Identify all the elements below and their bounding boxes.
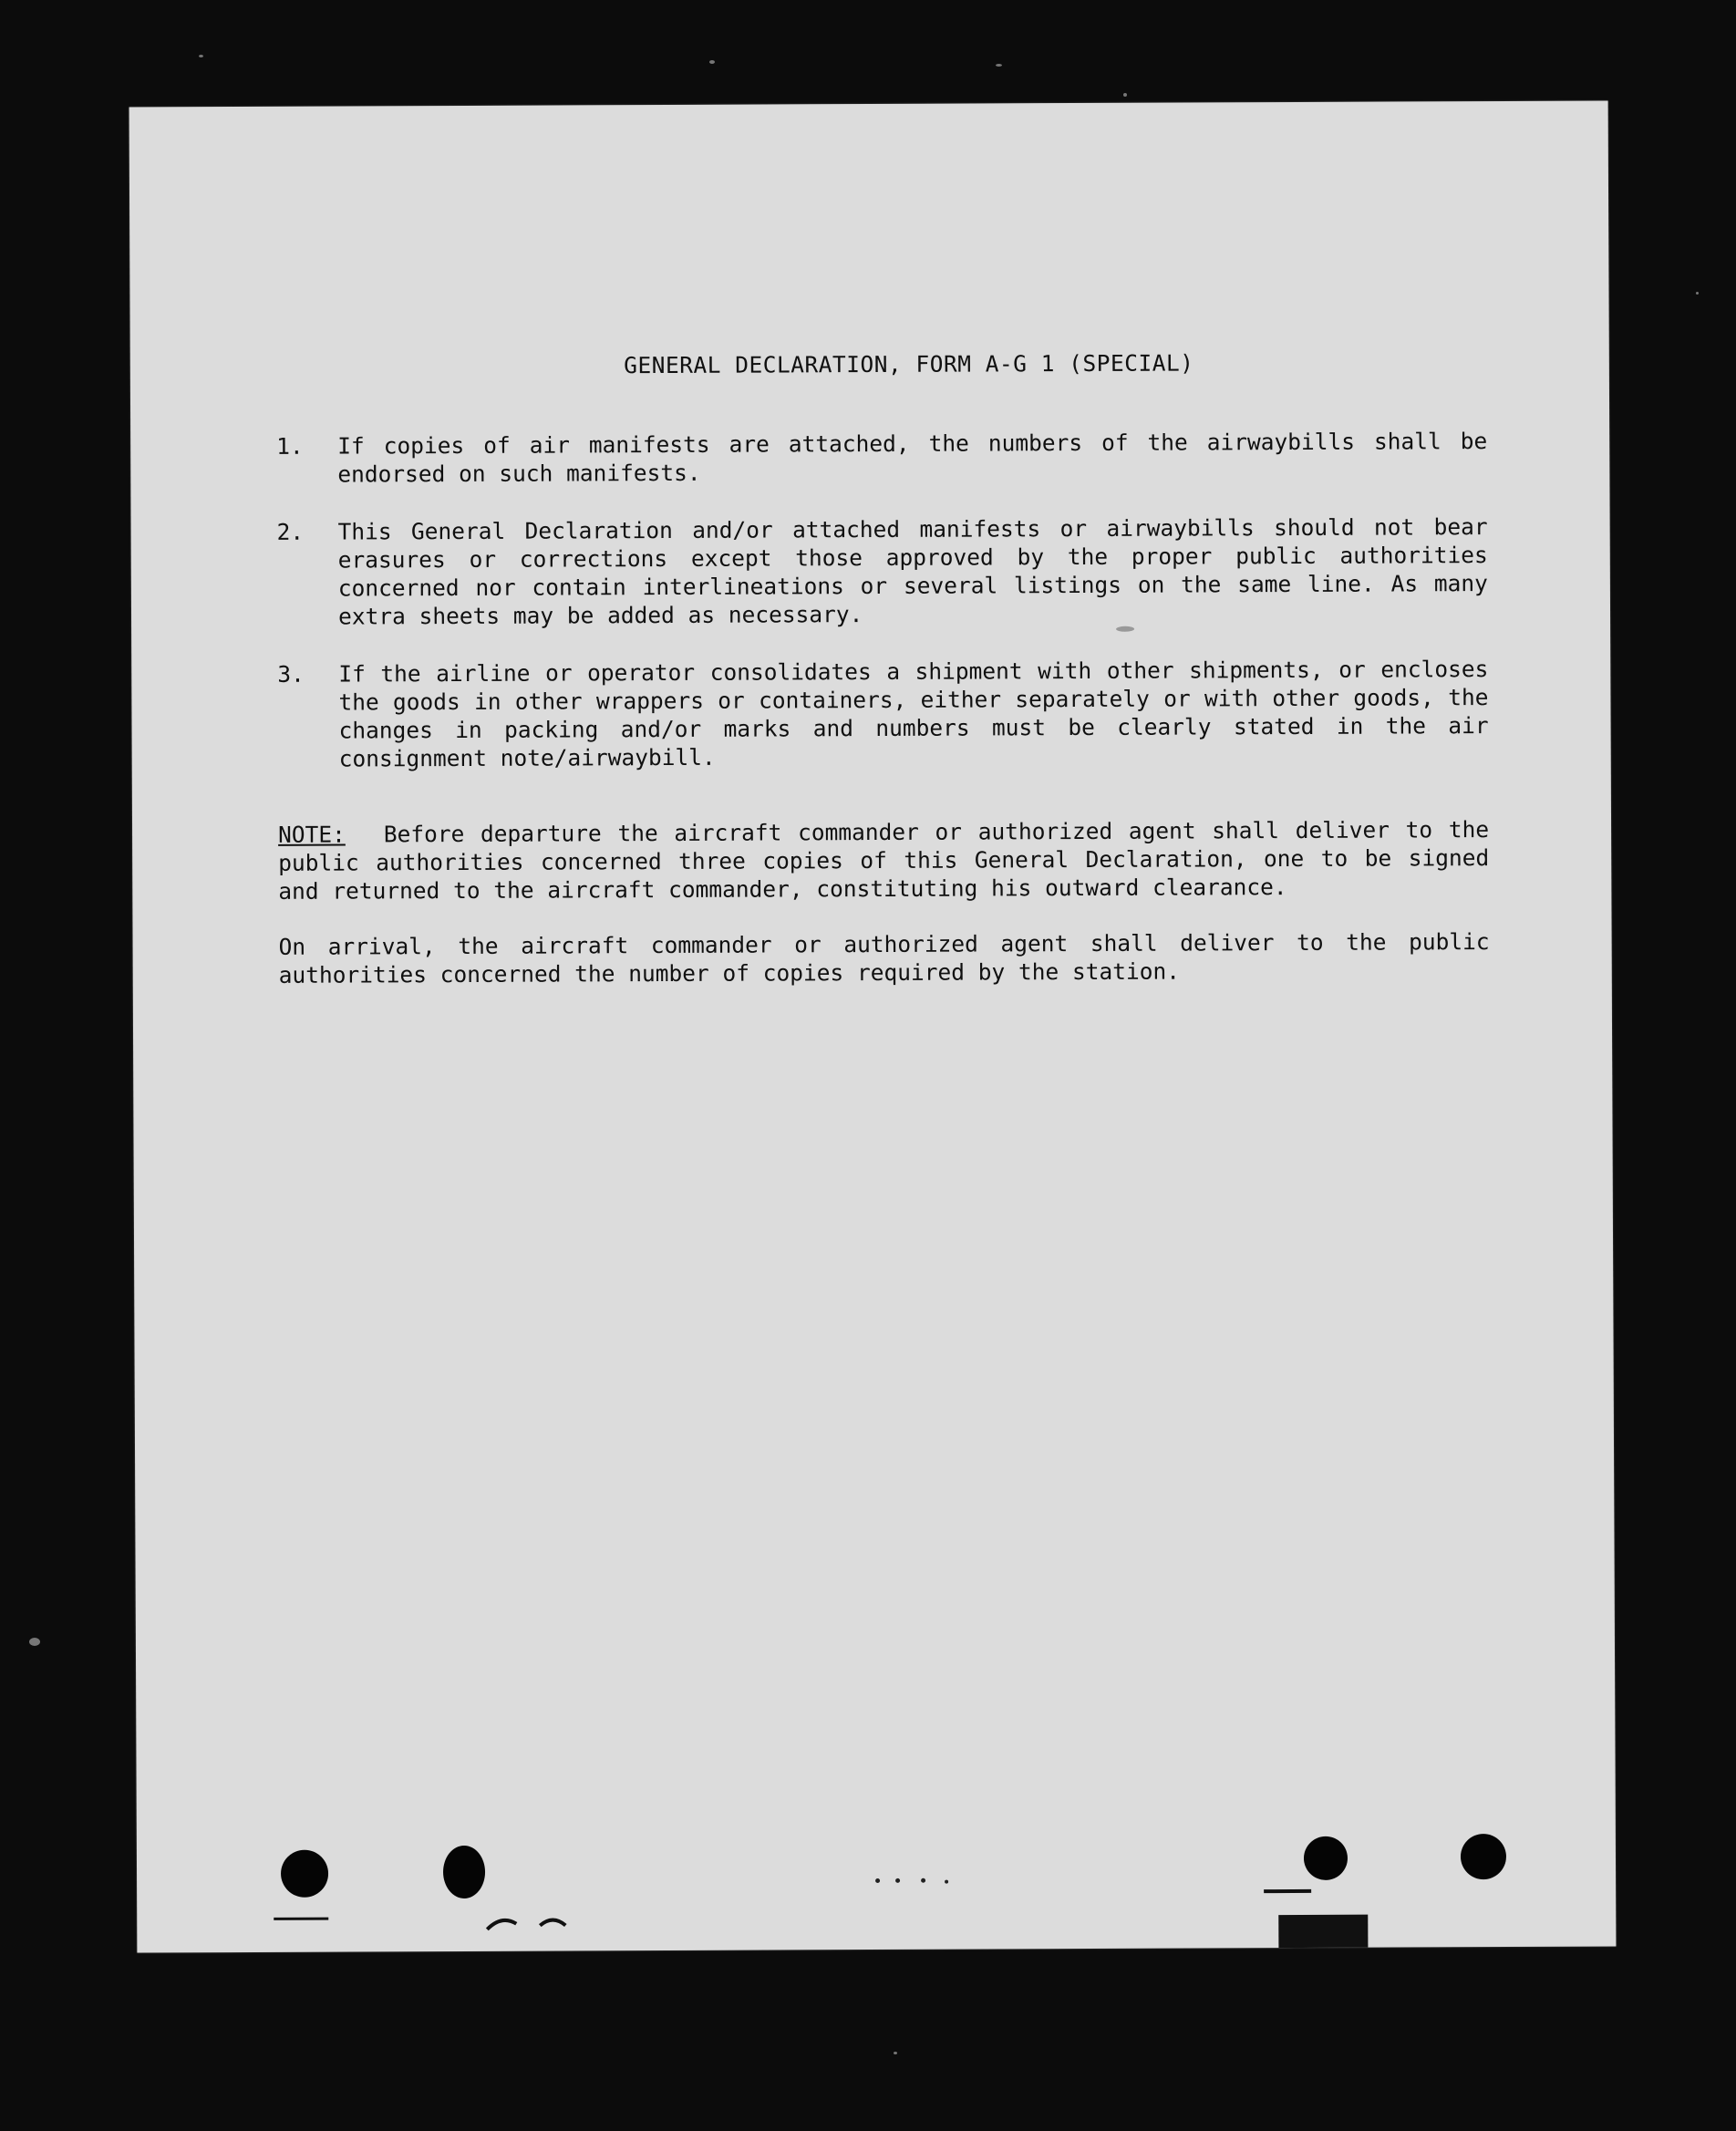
note-text: Before departure the aircraft commander or authorized agent shall deliver to the public authorities concerned three copies of this General Declaration, one to be signed and returned to the aircraft commander, constituting his outward clearance.	[278, 816, 1490, 905]
note-paragraph	[278, 815, 1489, 905]
list-item	[276, 427, 1487, 489]
list-item	[277, 512, 1489, 631]
item-number: 3.	[277, 660, 305, 688]
paper-tear-mark	[1278, 1915, 1368, 1948]
punch-hole-left-2	[443, 1846, 485, 1898]
dot-marks	[129, 100, 1608, 107]
item-number: 2.	[276, 518, 305, 545]
document-title: GENERAL DECLARATION, FORM A-G 1 (SPECIAL)	[624, 349, 1194, 379]
dash-mark	[1264, 1889, 1311, 1893]
item-text: If the airline or operator consolidates a shipment with other shipments, or encloses the goods in other wrappers or containers, either separately or with other goods, the changes in packing and/or marks and numbers must be clearly stated in the air consignment note/airwaybill.	[338, 656, 1489, 772]
item-number: 1.	[276, 432, 304, 460]
punch-hole-right-2	[1461, 1834, 1506, 1879]
punch-hole-left-1	[281, 1850, 328, 1898]
document-page	[129, 100, 1617, 1952]
list-item	[277, 655, 1489, 773]
punch-hole-right-1	[1304, 1836, 1348, 1880]
curved-marks	[483, 1907, 584, 1934]
document-content	[276, 347, 1490, 989]
instruction-list	[276, 427, 1489, 773]
item-text: This General Declaration and/or attached manifests or airwaybills should not bear erasures or corrections except those approved by the proper public authorities concerned nor contain interlineations or several listings on the same line. As many extra sheets may be added as necessary.	[337, 513, 1488, 630]
dash-mark	[274, 1918, 328, 1920]
item-text: If copies of air manifests are attached, the numbers of the airwaybills shall be endorsed on such manifests.	[337, 428, 1488, 488]
arrival-paragraph: On arrival, the aircraft commander or authorized agent shall deliver to the public authorities concerned the number of copies required by the station.	[278, 928, 1490, 988]
note-label: NOTE:	[278, 821, 346, 848]
